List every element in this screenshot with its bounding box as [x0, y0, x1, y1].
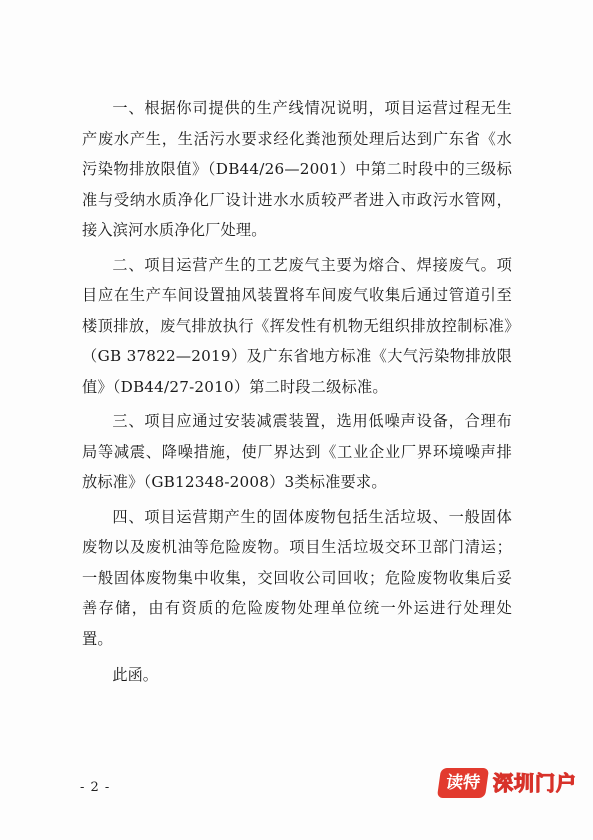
letter-body	[82, 93, 512, 706]
closing-line: 此函。	[112, 666, 158, 684]
watermark-brand: 深圳门户	[493, 771, 577, 795]
paragraph-exhaust-gas: 二、项目运营产生的工艺废气主要为熔合、焊接废气。项目应在生产车间设置抽风装置将车间废气收集后通过管道引至楼顶排放，废气排放执行《挥发性有机物无组织排放控制标准》（GB 37822—2019）及广东省地方标准《大气污染物排放限值》（DB44/27-2010）第二时段二级标准。	[82, 255, 512, 396]
paragraph-noise: 三、项目应通过安装减震装置，选用低噪声设备，合理布局等减震、降噪措施，使厂界达到《工业企业厂界环境噪声排放标准》（GB12348-2008）3类标准要求。	[82, 412, 512, 491]
paragraph-solid-waste: 四、项目运营期产生的固体废物包括生活垃圾、一般固体废物以及废机油等危险废物。项目生活垃圾交环卫部门清运；一般固体废物集中收集，交回收公司回收；危险废物收集后妥善存储，由有资质的危险废物处理单位统一外运进行处理处置。	[82, 507, 512, 648]
page-number: - 2 -	[80, 780, 111, 795]
watermark	[439, 768, 577, 798]
paragraph-wastewater: 一、根据你司提供的生产线情况说明，项目运营过程无生产废水产生，生活污水要求经化粪池预处理后达到广东省《水污染物排放限值》（DB44/26—2001）中第二时段中的三级标准与受纳水质净化厂设计进水水质较严者进入市政污水管网，接入滨河水质净化厂处理。	[82, 99, 512, 239]
watermark-logo: 读特	[437, 768, 489, 798]
